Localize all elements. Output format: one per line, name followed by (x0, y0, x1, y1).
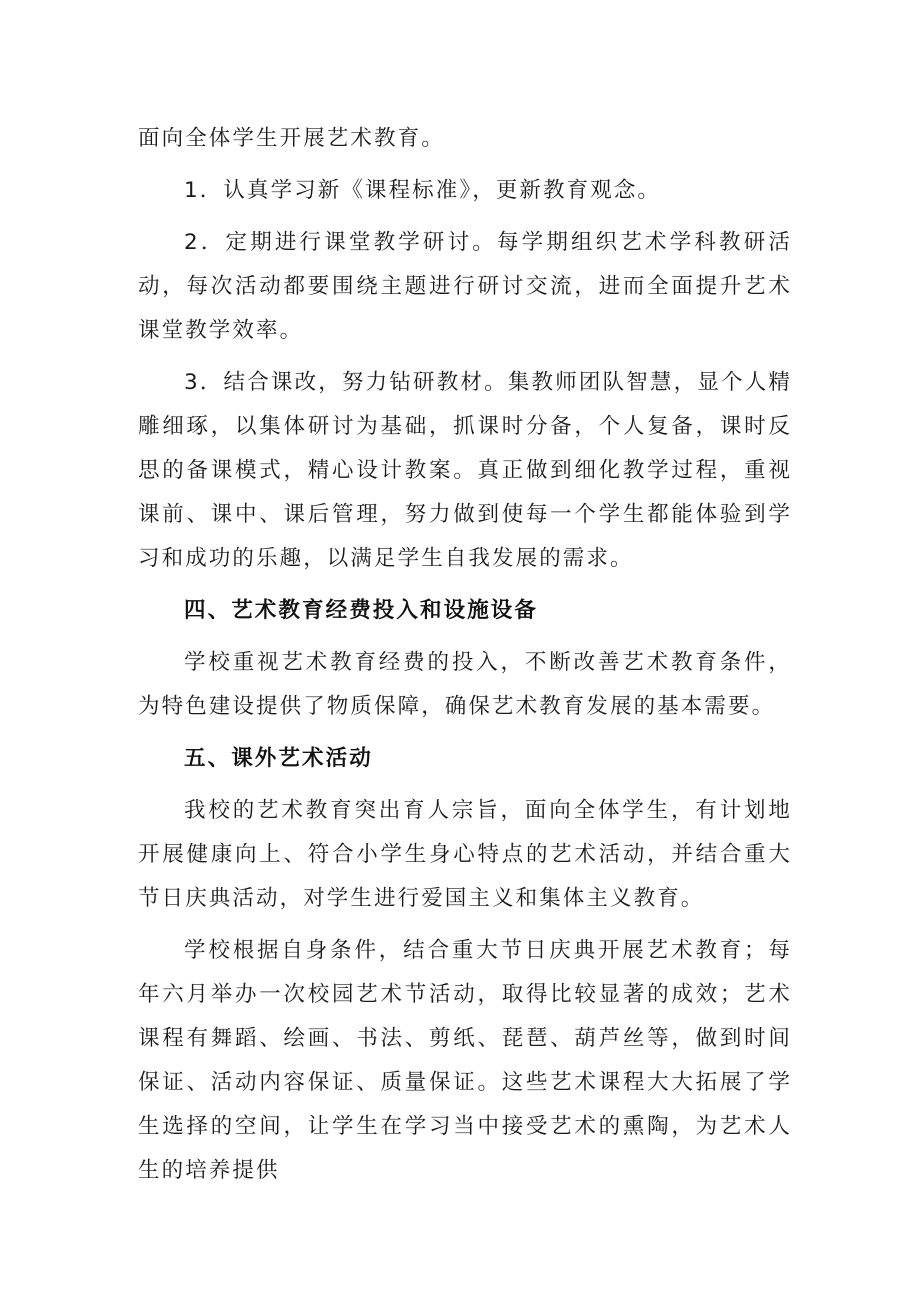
paragraph-item-3: 3．结合课改，努力钻研教材。集教师团队智慧，显个人精雕细琢，以集体研讨为基础，抓课时分备，个人复备，课时反思的备课模式，精心设计教案。真正做到细化教学过程，重视课前、课中、课后管理，努力做到使每一个学生都能体验到学习和成功的乐趣，以满足学生自我发展的需求。 (138, 370, 792, 571)
paragraph-funding: 学校重视艺术教育经费的投入，不断改善艺术教育条件，为特色建设提供了物质保障，确保艺术教育发展的基本需要。 (138, 650, 792, 719)
section-heading-funding: 四、艺术教育经费投入和设施设备 (184, 598, 539, 623)
paragraph-intro: 面向全体学生开展艺术教育。 (138, 126, 445, 151)
paragraph-activities-2: 学校根据自身条件，结合重大节日庆典开展艺术教育；每年六月举办一次校园艺术节活动，取得比较显著的成效；艺术课程有舞蹈、绘画、书法、剪纸、琵琶、葫芦丝等，做到时间保证、活动内容保证、质量保证。这些艺术课程大大拓展了学生选择的空间，让学生在学习当中接受艺术的熏陶，为艺术人生的培养提供 (138, 938, 792, 1183)
section-heading-activities: 五、课外艺术活动 (184, 746, 373, 771)
paragraph-item-1: 1．认真学习新《课程标准》，更新教育观念。 (184, 178, 662, 203)
paragraph-activities-1: 我校的艺术教育突出育人宗旨，面向全体学生，有计划地开展健康向上、符合小学生身心特点的艺术活动，并结合重大节日庆典活动，对学生进行爱国主义和集体主义教育。 (138, 798, 792, 911)
document-page (138, 117, 792, 1201)
paragraph-item-2: 2．定期进行课堂教学研讨。每学期组织艺术学科教研活动，每次活动都要围绕主题进行研讨交流，进而全面提升艺术课堂教学效率。 (138, 230, 792, 343)
